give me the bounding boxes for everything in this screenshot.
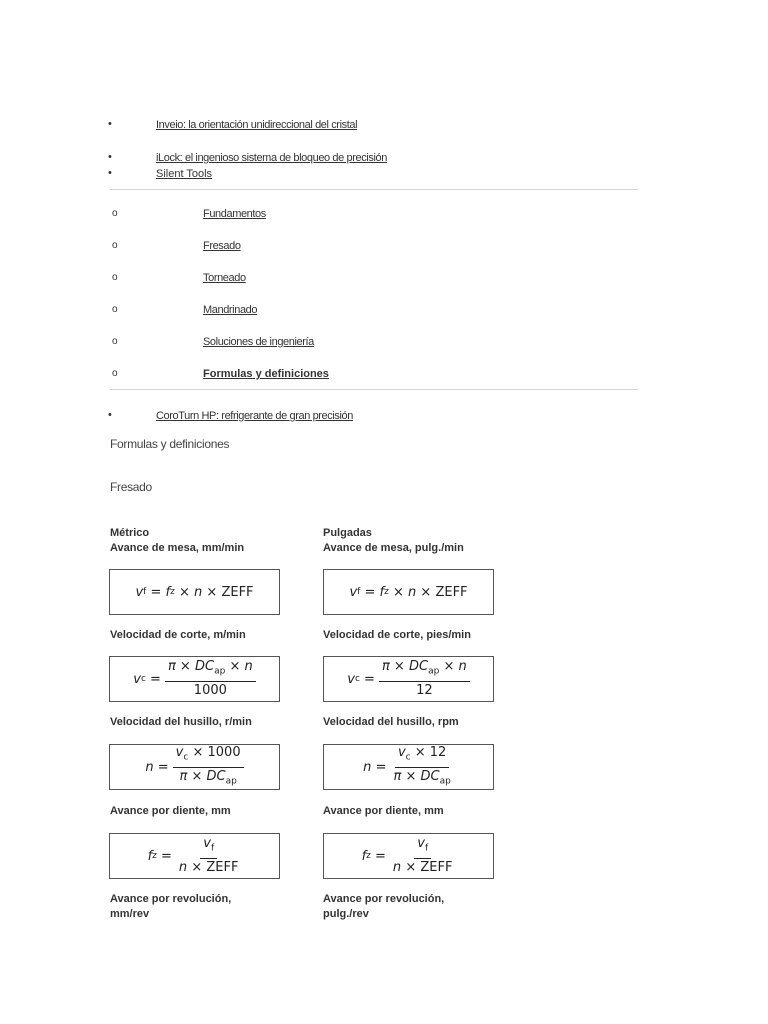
formula-table-feed-imperial: v f = f z × n × ZEFF	[323, 569, 494, 615]
imperial-label-table-feed: Avance de mesa, pulg./min	[323, 542, 464, 554]
formula-spindle-speed-imperial: n = $\frac{v_c \times 12}{\pi \times DC_{ap}}$	[323, 744, 494, 790]
imperial-label-feed-per-tooth: Avance por diente, mm	[323, 805, 444, 817]
subnav-link-fundamentos[interactable]: Fundamentos	[203, 208, 266, 220]
formula-feed-per-tooth-imperial: f z = $\frac{v_f}{\text{n × ZEFF}}$	[323, 833, 494, 879]
bullet-dot: •	[108, 167, 112, 179]
metric-label-feed-per-rev: Avance por revolución,	[110, 893, 232, 905]
divider	[110, 389, 638, 390]
nav-link-ilock[interactable]: iLock: el ingenioso sistema de bloqueo de precisión	[156, 152, 387, 164]
formula-cutting-speed-metric: v c = $\frac{\pi \times DC_{ap} \times n}{1000}$	[109, 656, 280, 702]
subnav-link-torneado[interactable]: Torneado	[203, 272, 246, 284]
nav-link-coroturn[interactable]: CoroTurn HP: refrigerante de gran precisión	[156, 410, 353, 422]
subnav-link-formulas[interactable]: Formulas y definiciones	[203, 368, 329, 380]
formula-feed-per-tooth-metric: f z = $\frac{v_f}{\text{n × ZEFF}}$	[109, 833, 280, 879]
metric-label-feed-per-rev-unit: mm/rev	[110, 908, 150, 920]
page-title: Formulas y definiciones	[110, 437, 230, 451]
imperial-label-feed-per-rev-unit: pulg./rev	[323, 908, 369, 920]
circle-bullet: o	[112, 272, 118, 283]
circle-bullet: o	[112, 336, 118, 347]
section-heading: Fresado	[110, 480, 152, 494]
subnav-link-fresado[interactable]: Fresado	[203, 240, 241, 252]
formula-cutting-speed-imperial: v c = $\frac{\pi \times DC_{ap} \times n}{12}$	[323, 656, 494, 702]
circle-bullet: o	[112, 208, 118, 219]
bullet-dot: •	[108, 118, 112, 130]
imperial-label-spindle-speed: Velocidad del husillo, rpm	[323, 716, 459, 728]
metric-heading: Métrico	[110, 527, 150, 539]
imperial-heading: Pulgadas	[323, 527, 372, 539]
nav-link-silent-tools[interactable]: Silent Tools	[156, 168, 213, 180]
circle-bullet: o	[112, 240, 118, 251]
circle-bullet: o	[112, 368, 118, 379]
nav-link-inveio[interactable]: Inveio: la orientación unidireccional del cristal	[156, 119, 358, 131]
metric-label-cutting-speed: Velocidad de corte, m/min	[110, 629, 246, 641]
bullet-dot: •	[108, 409, 112, 421]
formula-table-feed-metric: v f = f z × n × ZEFF	[109, 569, 280, 615]
metric-label-table-feed: Avance de mesa, mm/min	[110, 542, 245, 554]
metric-label-spindle-speed: Velocidad del husillo, r/min	[110, 716, 252, 728]
metric-label-feed-per-tooth: Avance por diente, mm	[110, 805, 231, 817]
formula-spindle-speed-metric: n = $\frac{v_c \times 1000}{\pi \times DC_{ap}}$	[109, 744, 280, 790]
imperial-label-feed-per-rev: Avance por revolución,	[323, 893, 445, 905]
circle-bullet: o	[112, 304, 118, 315]
divider	[110, 189, 638, 190]
subnav-link-mandrinado[interactable]: Mandrinado	[203, 304, 258, 316]
bullet-dot: •	[108, 151, 112, 163]
subnav-link-soluciones[interactable]: Soluciones de ingeniería	[203, 336, 314, 348]
imperial-label-cutting-speed: Velocidad de corte, pies/min	[323, 629, 471, 641]
